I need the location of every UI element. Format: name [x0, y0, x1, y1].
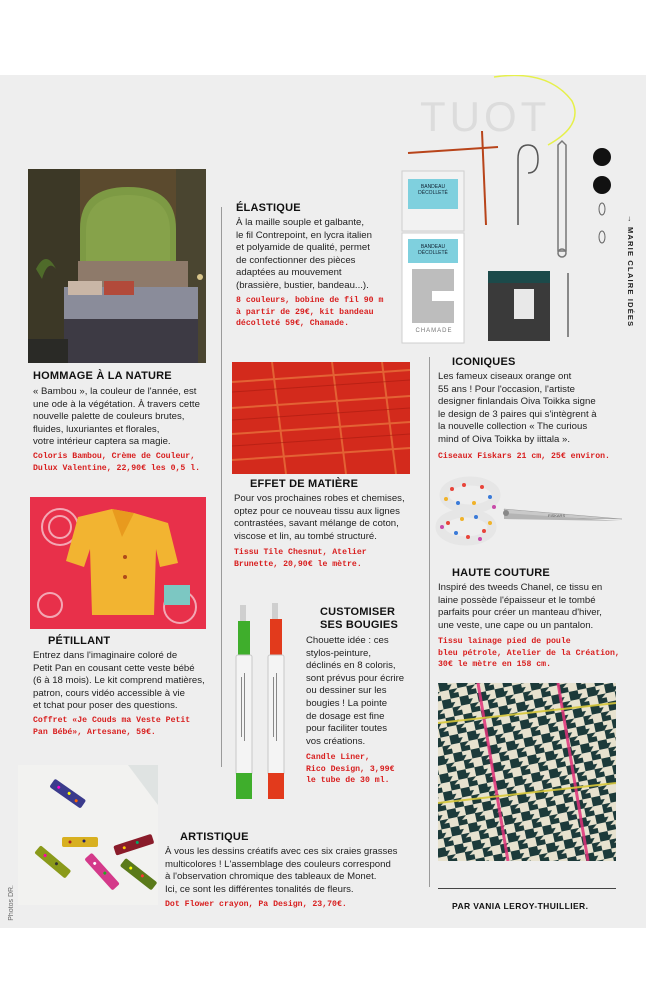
credit-line: Brunette, 20,90€ le mètre. — [234, 559, 362, 569]
credit-line: Dulux Valentine, 22,90€ les 0,5 l. — [33, 463, 201, 473]
body-line: votre intérieur captera sa magie. — [33, 436, 171, 448]
body-line: vos créations. — [306, 735, 366, 747]
paint-pens-photo — [230, 597, 300, 803]
body-line: adaptées au mouvement — [236, 267, 342, 279]
article-body-elastique — [236, 217, 412, 293]
article-credit-nature — [33, 451, 219, 474]
body-line: nouvelle palette de couleurs brutes, — [33, 411, 185, 423]
column-divider-left — [221, 207, 222, 767]
credit-line: Tissu lainage pied de poule — [438, 637, 571, 646]
body-line: bougies ! La pointe — [306, 697, 388, 709]
body-line: Les fameux ciseaux orange ont — [438, 371, 572, 382]
body-line: Entrez dans l'imaginaire coloré de — [33, 650, 178, 661]
credit-line: 30€ le mètre en 158 cm. — [438, 660, 552, 669]
article-credit-iconiques — [438, 451, 624, 463]
byline-rule — [438, 888, 616, 889]
credit-line: Candle Liner, — [306, 753, 370, 762]
body-line: déclinés en 8 coloris, — [306, 660, 396, 672]
body-line: optez pour ce nouveau tissu aux lignes — [234, 505, 400, 517]
body-line: à l'observation chromique des tableaux de Monet. — [165, 871, 377, 883]
body-line: la nouvelle collection « The curious — [438, 421, 588, 433]
author-byline: PAR VANIA LEROY-THUILLIER. — [452, 901, 589, 911]
bedroom-photo — [28, 169, 206, 363]
article-credit-bougies — [306, 752, 426, 787]
body-line: laine possède l'épaisseur et le tombé — [438, 594, 596, 606]
body-line: À la maille souple et galbante, — [236, 217, 364, 228]
article-credit-artistique — [165, 899, 425, 911]
body-line: À vous les dessins créatifs avec ces six craies grasses — [165, 846, 398, 857]
red-fabric-photo — [232, 362, 410, 474]
column-divider-right — [429, 357, 430, 887]
body-line: Petit Pan en cousant cette veste bébé — [33, 662, 195, 674]
credit-line: décolleté 59€, Chamade. — [236, 319, 350, 328]
article-body-nature — [33, 386, 217, 449]
credit-line: bleu pétrole, Atelier de la Création, — [438, 648, 620, 658]
body-line: contrastées, savant mélange de coton, — [234, 518, 399, 530]
product-card-label: BANDEAU DÉCOLLETÉ — [418, 184, 448, 196]
credit-line: Dot Flower crayon, Pa Design, 23,70€. — [165, 900, 347, 909]
body-line: patron, cours vidéo accessible à vie — [33, 687, 185, 699]
article-title: PÉTILLANT — [48, 635, 111, 647]
article-body-artistique — [165, 846, 425, 896]
body-line: Inspiré des tweeds Chanel, ce tissu en — [438, 582, 603, 593]
body-line: 55 ans ! Pour l'occasion, l'artiste — [438, 383, 575, 395]
body-line: Ici, ce sont les différentes tonalités de fleurs. — [165, 883, 354, 895]
article-title: EFFET DE MATIÈRE — [250, 478, 359, 490]
baby-jacket-photo — [30, 497, 206, 629]
chamade-kit-photo — [398, 75, 622, 345]
body-line: de confectionner des pièces — [236, 254, 356, 266]
photo-credit: Photos DR. — [8, 885, 15, 921]
title-line: CUSTOMISER — [320, 606, 396, 618]
body-line: mind of Oiva Toikka by iittala ». — [438, 433, 571, 445]
credit-line: à partir de 29€, kit bandeau — [236, 307, 374, 317]
article-credit-matiere — [234, 547, 422, 570]
body-line: Pour vos prochaines robes et chemises, — [234, 493, 405, 504]
chamade-brand-label: CHAMADE — [415, 328, 453, 334]
body-line: Chouette idée : ces — [306, 635, 389, 646]
scissor-brand-label: FISKARS — [548, 513, 566, 518]
credit-line: Coffret «Je Couds ma Veste Petit — [33, 716, 191, 725]
article-title: HAUTE COUTURE — [452, 567, 550, 579]
article-body-matiere — [234, 493, 422, 543]
article-title: ARTISTIQUE — [180, 831, 249, 843]
scissors-photo — [434, 473, 626, 551]
title-line: SES BOUGIES — [320, 619, 398, 631]
body-line: pour faciliter toutes — [306, 723, 388, 735]
watermark-text: TUOT — [420, 93, 551, 140]
article-body-couture — [438, 582, 624, 632]
credit-line: Ciseaux Fiskars 21 cm, 25€ environ. — [438, 452, 610, 461]
body-line: de dosage est fine — [306, 710, 385, 722]
side-section-label: → MARIE CLAIRE IDÉES — [626, 215, 635, 328]
article-title: ICONIQUES — [452, 356, 516, 368]
credit-line: Tissu Tile Chesnut, Atelier — [234, 548, 367, 557]
product-card-label: BANDEAU DÉCOLLETÉ — [418, 244, 448, 256]
body-line: et polyamide de qualité, permet — [236, 242, 370, 254]
article-credit-elastique — [236, 295, 416, 330]
body-line: une ode à la végétation. À travers cette — [33, 398, 200, 410]
credit-line: Coloris Bambou, Crème de Couleur, — [33, 452, 196, 461]
body-line: et tchat pour poser des questions. — [33, 700, 178, 712]
article-body-iconiques — [438, 371, 622, 447]
article-credit-petillant — [33, 715, 219, 738]
credit-line: 8 couleurs, bobine de fil 90 m — [236, 296, 384, 305]
credit-line: le tube de 30 ml. — [306, 776, 390, 785]
houndstooth-fabric-photo — [438, 683, 616, 861]
body-line: fluides, luxuriantes et florales, — [33, 423, 160, 435]
credit-line: Pan Bébé», Artesane, 59€. — [33, 727, 156, 737]
body-line: sont prévus pour écrire — [306, 672, 405, 684]
body-line: le fil Contrepoint, en lycra italien — [236, 229, 372, 241]
body-line: viscose et lin, au tombé structuré. — [234, 530, 377, 542]
body-line: une veste, une cape ou un pantalon. — [438, 619, 594, 631]
body-line: (brassière, bustier, bandeau...). — [236, 279, 369, 291]
credit-line: Rico Design, 3,99€ — [306, 764, 395, 774]
body-line: ou dessiner sur les — [306, 685, 387, 697]
article-title: HOMMAGE À LA NATURE — [33, 370, 172, 382]
article-title: ÉLASTIQUE — [236, 202, 301, 214]
body-line: « Bambou », la couleur de l'année, est — [33, 386, 197, 397]
body-line: (6 à 18 mois). Le kit comprend matières, — [33, 675, 205, 687]
crayons-photo — [18, 765, 158, 905]
article-title — [320, 606, 398, 632]
body-line: le design de 3 paires qui s'intègrent à — [438, 408, 597, 420]
article-credit-couture — [438, 636, 624, 671]
article-body-petillant — [33, 650, 219, 713]
body-line: designer finlandais Oiva Toikka signe — [438, 396, 596, 408]
body-line: multicolores ! L'assemblage des couleurs correspond — [165, 858, 391, 870]
magazine-page — [0, 75, 646, 928]
body-line: stylos-peinture, — [306, 647, 372, 659]
body-line: parfaits pour créer un manteau d'hiver, — [438, 607, 602, 619]
article-body-bougies — [306, 635, 424, 748]
